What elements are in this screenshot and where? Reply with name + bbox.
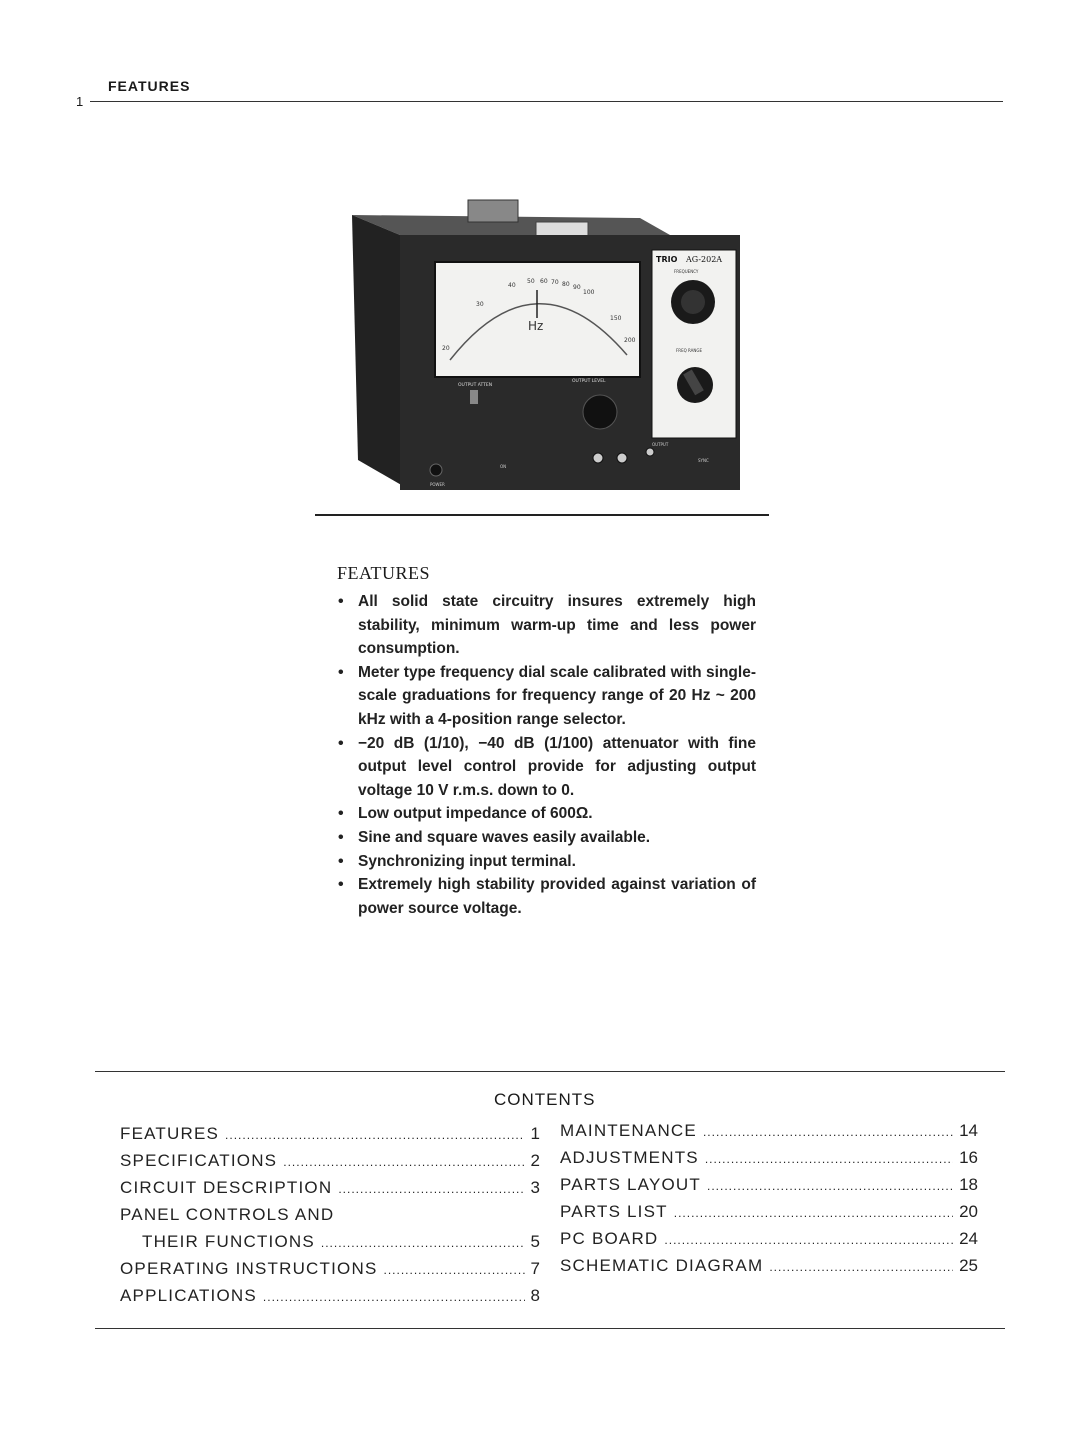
toc-entry[interactable] bbox=[560, 1121, 978, 1148]
toc-entry[interactable] bbox=[560, 1202, 978, 1229]
contents-heading: CONTENTS bbox=[494, 1090, 596, 1109]
output-label: OUTPUT bbox=[652, 442, 669, 447]
toc-page: 1 bbox=[530, 1124, 540, 1143]
feature-item: • Meter type frequency dial scale calibrated with single-scale graduations for frequency range of 20 Hz ~ 200 kHz with a 4-position range selector. bbox=[336, 661, 756, 732]
output-terminal[interactable] bbox=[593, 453, 603, 463]
toc-title: ADJUSTMENTS bbox=[560, 1148, 699, 1167]
features-heading: FEATURES bbox=[337, 563, 431, 583]
toc-title: SPECIFICATIONS bbox=[120, 1151, 278, 1170]
toc-page: 7 bbox=[530, 1259, 540, 1278]
toc-page: 3 bbox=[530, 1178, 540, 1197]
feature-item: • Low output impedance of 600Ω. bbox=[336, 802, 756, 826]
toc-entry[interactable] bbox=[560, 1148, 978, 1175]
feature-item: • −20 dB (1/10), −40 dB (1/100) attenuator with fine output level control provide for adjusting output voltage 10 V r.m.s. down to 0. bbox=[336, 732, 756, 803]
dial-tick-label: 90 bbox=[573, 284, 581, 291]
output-atten-label: OUTPUT ATTEN bbox=[458, 383, 493, 388]
output-level-knob[interactable] bbox=[583, 395, 617, 429]
output-level-label: OUTPUT LEVEL bbox=[572, 379, 606, 384]
toc-title: PARTS LAYOUT bbox=[560, 1175, 701, 1194]
toc-page: 2 bbox=[530, 1151, 540, 1170]
toc-page: 25 bbox=[959, 1256, 978, 1275]
toc-title: SCHEMATIC DIAGRAM bbox=[560, 1256, 764, 1275]
toc-title: CIRCUIT DESCRIPTION bbox=[120, 1178, 333, 1197]
brand-logo: TRIO bbox=[656, 255, 678, 264]
dial-tick-label: 30 bbox=[476, 301, 484, 308]
sync-terminal[interactable] bbox=[646, 448, 654, 456]
attenuator-switch[interactable] bbox=[470, 390, 478, 404]
page-number: 1 bbox=[76, 94, 84, 109]
toc-entry[interactable] bbox=[560, 1175, 978, 1202]
toc-page: 16 bbox=[959, 1148, 978, 1167]
toc-entry[interactable] bbox=[120, 1259, 540, 1286]
toc-title: OPERATING INSTRUCTIONS bbox=[120, 1259, 378, 1278]
toc-entry[interactable] bbox=[120, 1151, 540, 1178]
feature-item: • All solid state circuitry insures extremely high stability, minimum warm-up time and less power consumption. bbox=[336, 590, 756, 661]
freq-range-label: FREQ RANGE bbox=[676, 348, 702, 353]
dial-unit-label: Hz bbox=[528, 319, 544, 333]
toc-page: 5 bbox=[530, 1232, 540, 1251]
output-terminal[interactable] bbox=[617, 453, 627, 463]
toc-entry[interactable] bbox=[120, 1232, 540, 1259]
toc-entry[interactable] bbox=[560, 1256, 978, 1283]
contents-right-column bbox=[560, 1121, 978, 1283]
toc-entry[interactable] bbox=[120, 1178, 540, 1205]
feature-item: • Synchronizing input terminal. bbox=[336, 850, 756, 874]
toc-page: 20 bbox=[959, 1202, 978, 1221]
page-header-title: FEATURES bbox=[108, 78, 191, 94]
contents-bottom-rule bbox=[95, 1328, 1005, 1329]
sync-label: SYNC bbox=[698, 458, 709, 463]
dial-tick-label: 60 bbox=[540, 278, 548, 285]
toc-page: 18 bbox=[959, 1175, 978, 1194]
dial-tick-label: 100 bbox=[583, 289, 595, 296]
power-label: POWER bbox=[430, 482, 445, 487]
header-rule bbox=[90, 101, 1003, 102]
photo-rule bbox=[315, 514, 769, 516]
dial-tick-label: 20 bbox=[442, 345, 450, 352]
toc-title: THEIR FUNCTIONS bbox=[142, 1232, 315, 1251]
frequency-label: FREQUENCY bbox=[674, 269, 699, 274]
dial-tick-label: 80 bbox=[562, 281, 570, 288]
power-switch[interactable] bbox=[430, 464, 442, 476]
toc-title: PC BOARD bbox=[560, 1229, 659, 1248]
toc-title: PARTS LIST bbox=[560, 1202, 668, 1221]
toc-page: 24 bbox=[959, 1229, 978, 1248]
toc-entry[interactable] bbox=[120, 1124, 540, 1151]
on-label: ON bbox=[500, 464, 507, 469]
toc-title: PANEL CONTROLS AND bbox=[120, 1205, 335, 1224]
dial-tick-label: 70 bbox=[551, 279, 559, 286]
feature-item: • Sine and square waves easily available. bbox=[336, 826, 756, 850]
toc-title: FEATURES bbox=[120, 1124, 220, 1143]
model-label: AG-202A bbox=[686, 255, 723, 264]
dial-tick-label: 40 bbox=[508, 282, 516, 289]
contents-left-column bbox=[120, 1124, 540, 1313]
feature-item: • Extremely high stability provided against variation of power source voltage. bbox=[336, 873, 756, 920]
features-list bbox=[336, 590, 756, 920]
dial-tick-label: 150 bbox=[610, 315, 622, 322]
dial-tick-label: 200 bbox=[624, 337, 636, 344]
product-photo bbox=[340, 190, 750, 500]
dial-tick-label: 50 bbox=[527, 278, 535, 285]
toc-page: 14 bbox=[959, 1121, 978, 1140]
toc-entry[interactable] bbox=[120, 1205, 540, 1232]
toc-entry[interactable] bbox=[120, 1286, 540, 1313]
toc-title: MAINTENANCE bbox=[560, 1121, 697, 1140]
toc-title: APPLICATIONS bbox=[120, 1286, 257, 1305]
toc-entry[interactable] bbox=[560, 1229, 978, 1256]
toc-page: 8 bbox=[530, 1286, 540, 1305]
contents-top-rule bbox=[95, 1071, 1005, 1072]
